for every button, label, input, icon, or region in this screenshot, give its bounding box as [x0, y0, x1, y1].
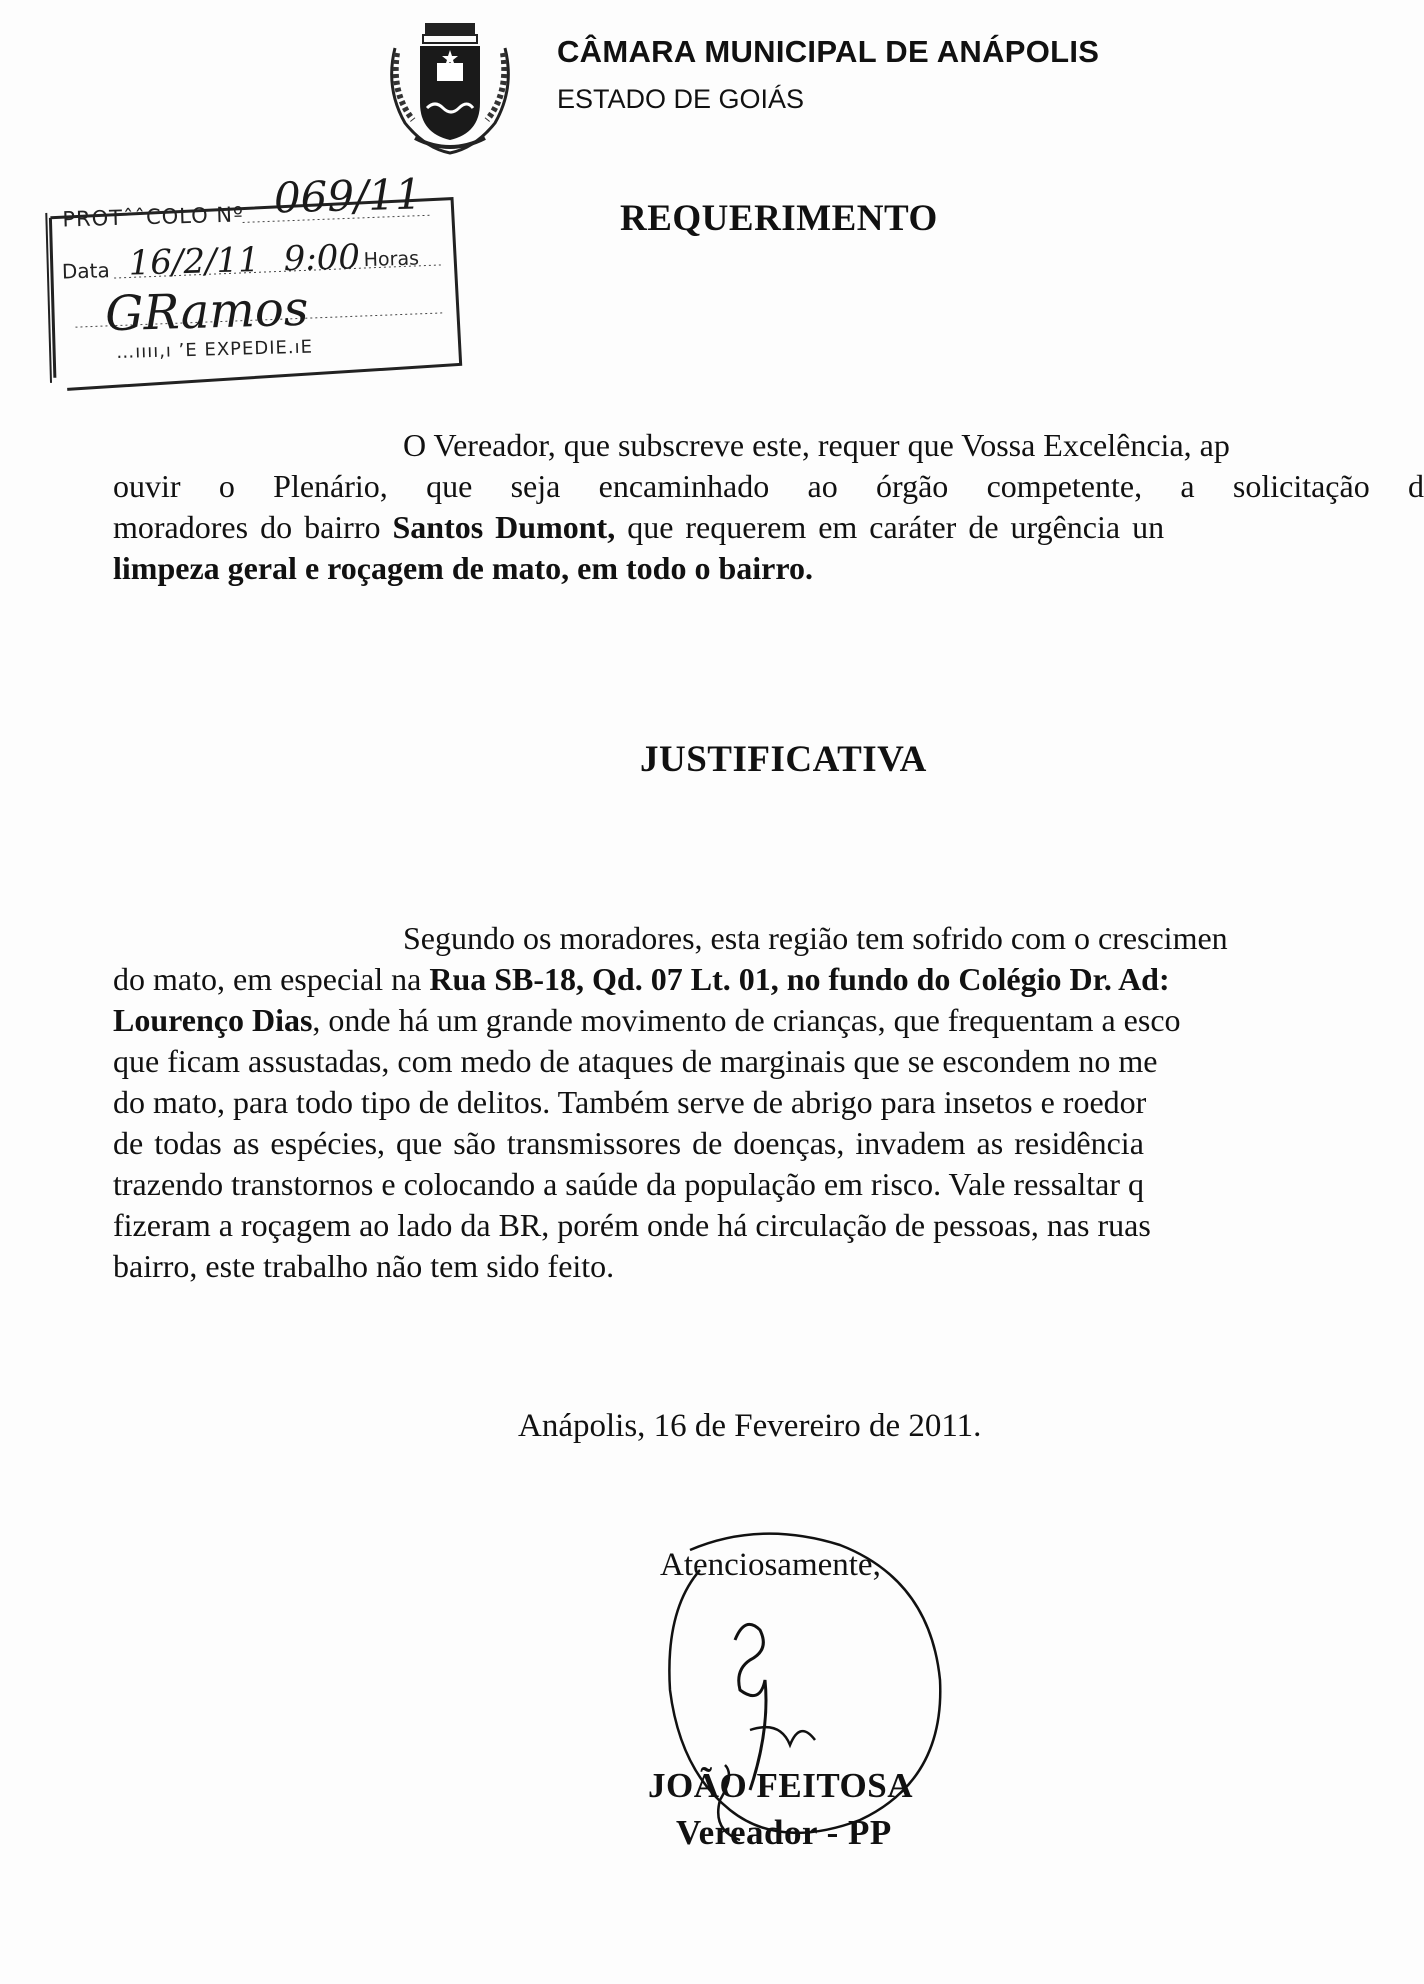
request-line: O Vereador, que subscreve este, requer que Vossa Excelência, ap — [403, 427, 1230, 463]
justification-line: do mato, para todo tipo de delitos. Também serve de abrigo para insetos e roedor — [113, 1084, 1147, 1120]
request-line: limpeza geral e roçagem de mato, em todo o bairro. — [113, 550, 813, 586]
justification-line: que ficam assustadas, com medo de ataques de marginais que se escondem no me — [113, 1043, 1158, 1079]
school-name: Lourenço Dias — [113, 1002, 313, 1038]
justification-line: Segundo os moradores, esta região tem sofrido com o crescimen — [403, 920, 1228, 956]
justification-paragraph — [113, 918, 1424, 1287]
stamp-department: …ıııı,ı ’E EXPEDIE.ıE — [115, 336, 314, 364]
stamp-time: 9:00 — [283, 237, 361, 280]
stamp-date: 16/2/11 — [128, 239, 261, 284]
justification-line: fizeram a roçagem ao lado da BR, porém onde há circulação de pessoas, nas ruas — [113, 1207, 1151, 1243]
signatory-role: Vereador - PP — [676, 1813, 892, 1852]
request-line: moradores do bairro Santos Dumont, que requerem em caráter de urgência un — [113, 509, 1165, 545]
request-paragraph — [113, 425, 1424, 589]
hours-label: Horas — [363, 247, 420, 272]
stamp-signature: GRamos — [104, 280, 310, 343]
handwritten-signature-icon — [640, 1530, 960, 1860]
justification-line: bairro, este trabalho não tem sido feito. — [113, 1248, 615, 1284]
justification-line: trazendo transtornos e colocando a saúde da população em risco. Vale ressaltar q — [113, 1166, 1145, 1202]
request-line: ouvir o Plenário, que seja encaminhado ao órgão competente, a solicitação d — [113, 468, 1424, 504]
state-subtitle: ESTADO DE GOIÁS — [557, 84, 805, 114]
protocol-label: PROTˆˆCOLO Nº — [62, 202, 245, 232]
protocol-number: 069/11 — [273, 169, 423, 223]
institution-title: CÂMARA MUNICIPAL DE ANÁPOLIS — [557, 34, 1100, 69]
document-title: REQUERIMENTO — [620, 198, 938, 239]
neighborhood-name: Santos Dumont, — [392, 509, 616, 545]
address-text: Rua SB-18, Qd. 07 Lt. 01, no fundo do Colégio Dr. Ad: — [429, 961, 1170, 997]
date-line: Anápolis, 16 de Fevereiro de 2011. — [518, 1408, 982, 1444]
date-label: Data — [61, 258, 110, 284]
closing-text: Atenciosamente, — [660, 1547, 881, 1583]
justification-line: Lourenço Dias, onde há um grande movimento de crianças, que frequentam a esco — [113, 1002, 1181, 1038]
justification-title: JUSTIFICATIVA — [640, 739, 927, 780]
protocol-stamp — [41, 146, 478, 398]
signatory-name: JOÃO FEITOSA — [648, 1766, 913, 1805]
justification-line: do mato, em especial na Rua SB-18, Qd. 07 Lt. 01, no fundo do Colégio Dr. Ad: — [113, 961, 1170, 997]
municipal-crest-icon — [375, 8, 525, 158]
justification-line: de todas as espécies, que são transmissores de doenças, invadem as residência — [113, 1125, 1144, 1161]
